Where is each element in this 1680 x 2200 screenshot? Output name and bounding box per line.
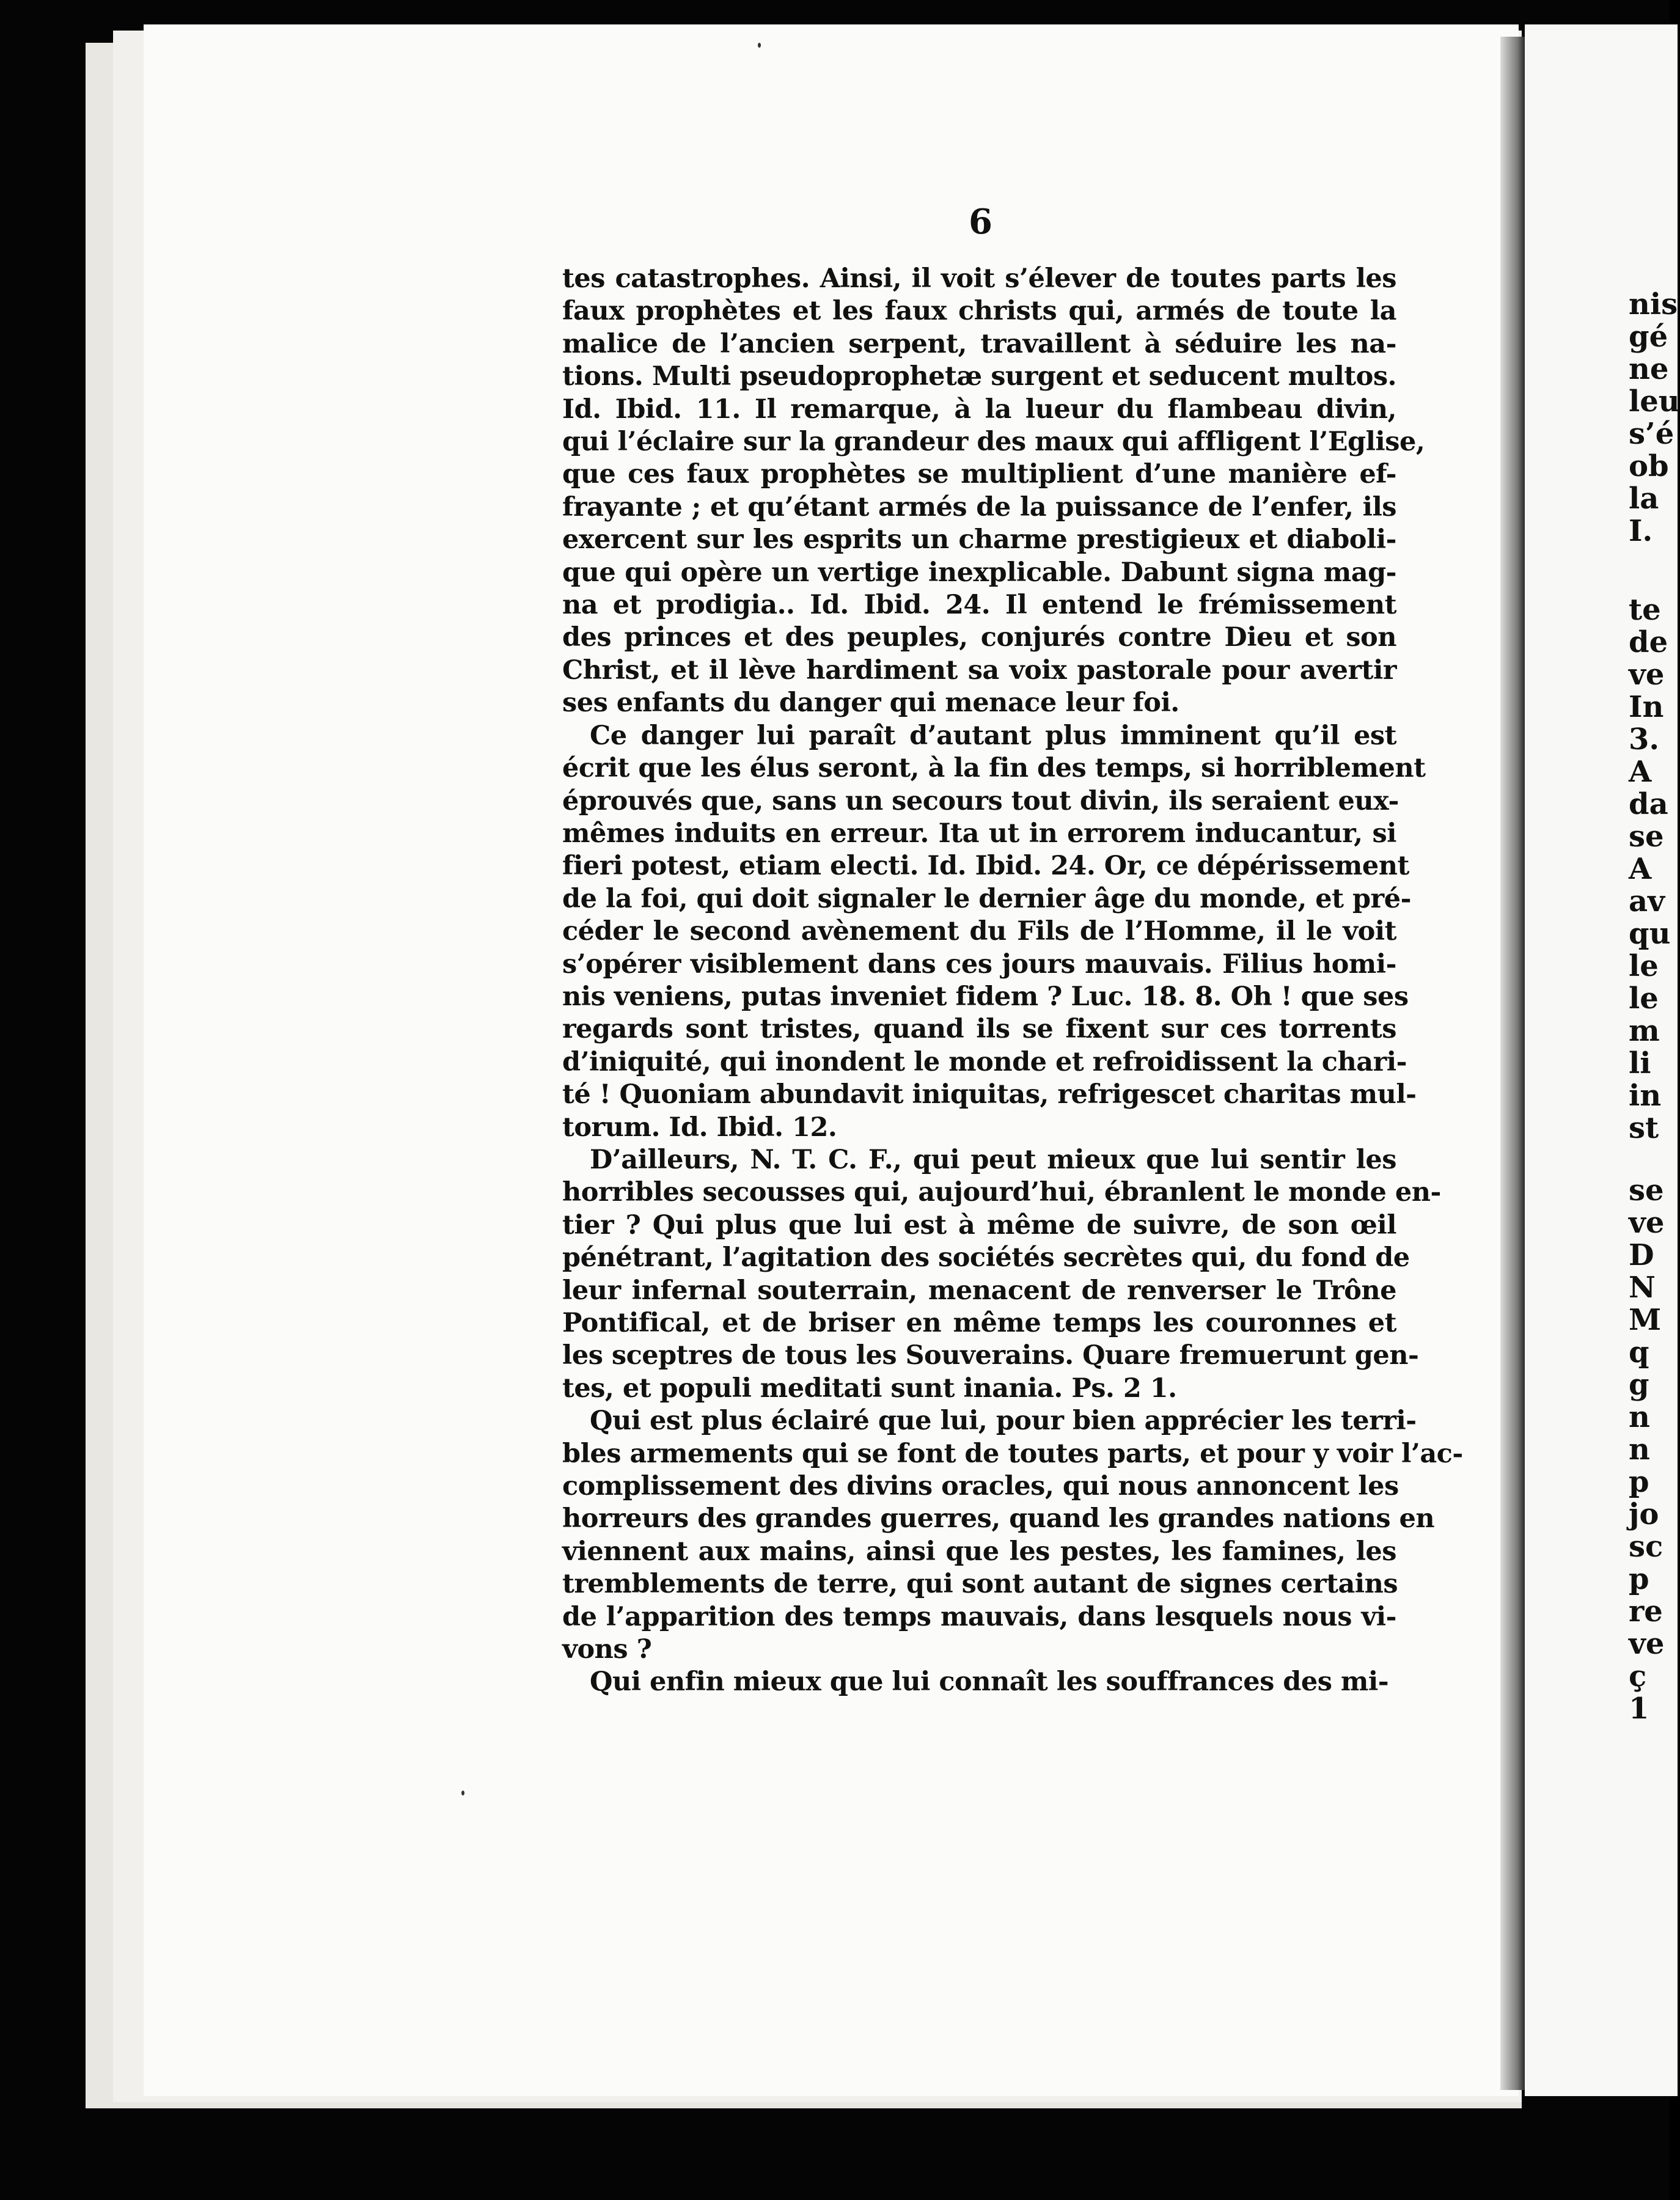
page-number: 6 (969, 202, 992, 242)
text-line: nis veniens, putas inveniet fidem ? Luc. 18. 8. Oh ! que ses (562, 981, 1409, 1012)
facing-page-fragment: D (1629, 1238, 1654, 1272)
paper-speck (461, 1791, 464, 1795)
text-line: horribles secousses qui, aujourd’hui, ébranlent le monde en- (562, 1177, 1441, 1208)
text-line: Christ, et il lève hardiment sa voix pastorale pour avertir (562, 654, 1396, 686)
text-line: horreurs des grandes guerres, quand les grandes nations en (562, 1503, 1435, 1535)
facing-page-fragment: da (1629, 787, 1668, 821)
text-line: écrit que les élus seront, à la fin des temps, si horriblement (562, 753, 1426, 784)
text-line: que qui opère un vertige inexplicable. Dabunt signa mag- (562, 557, 1396, 588)
text-line: mêmes induits en erreur. Ita ut in errorem inducantur, si (562, 818, 1396, 849)
facing-page-fragment: gé (1629, 320, 1668, 354)
facing-page-fragment: g (1629, 1368, 1649, 1402)
facing-page-fragment: le (1629, 981, 1659, 1016)
facing-page-fragment: q (1629, 1335, 1649, 1370)
facing-page-fragment: jo (1629, 1497, 1659, 1531)
facing-page-fragment: de (1629, 625, 1668, 659)
facing-page-fragment: nis (1629, 287, 1678, 321)
text-line: Id. Ibid. 11. Il remarque, à la lueur du flambeau divin, (562, 394, 1396, 425)
text-line: de la foi, qui doit signaler le dernier âge du monde, et pré- (562, 883, 1411, 914)
text-line: bles armements qui se font de toutes parts, et pour y voir l’ac- (562, 1438, 1463, 1469)
facing-page-fragment: n (1629, 1400, 1650, 1434)
facing-page-fragment: p (1629, 1562, 1649, 1596)
text-line: leur infernal souterrain, menacent de renverser le Trône (562, 1275, 1396, 1306)
text-line: céder le second avènement du Fils de l’Homme, il le voit (562, 916, 1396, 947)
text-line: fieri potest, etiam electi. Id. Ibid. 24. Or, ce dépérissement (562, 851, 1409, 882)
text-line: Qui est plus éclairé que lui, pour bien apprécier les terri- (590, 1406, 1417, 1437)
facing-page-fragment: n (1629, 1432, 1650, 1467)
text-line: malice de l’ancien serpent, travaillent à séduire les na- (562, 328, 1396, 359)
text-line: des princes et des peuples, conjurés contre Dieu et son (562, 622, 1396, 653)
text-line: regards sont tristes, quand ils se fixent sur ces torrents (562, 1014, 1396, 1045)
facing-page-fragment: la (1629, 482, 1659, 516)
text-line: frayante ; et qu’étant armés de la puissance de l’enfer, ils (562, 491, 1396, 522)
text-line: Ce danger lui paraît d’autant plus imminent qu’il est (590, 720, 1396, 751)
text-line: exercent sur les esprits un charme prestigieux et diaboli- (562, 524, 1396, 556)
text-line: tes, et populi meditati sunt inania. Ps. 2 1. (562, 1373, 1177, 1404)
facing-page-fragment: li (1629, 1046, 1651, 1080)
text-line: qui l’éclaire sur la grandeur des maux qui affligent l’Eglise, (562, 427, 1425, 458)
facing-page-fragment: m (1629, 1014, 1660, 1048)
facing-page-fragment: leu (1629, 384, 1680, 419)
facing-page-fragment: st (1629, 1111, 1659, 1145)
text-line: pénétrant, l’agitation des sociétés secrètes qui, du fond de (562, 1242, 1410, 1274)
facing-page-fragment: M (1629, 1303, 1662, 1337)
facing-page-fragment: ve (1629, 658, 1665, 692)
text-line: Qui enfin mieux que lui connaît les souffrances des mi- (590, 1667, 1389, 1698)
facing-page-fragment: se (1629, 820, 1664, 854)
facing-page-fragment: se (1629, 1173, 1664, 1208)
facing-page-fragment: 3. (1629, 722, 1660, 757)
text-line: na et prodigia.. Id. Ibid. 24. Il entend le frémissement (562, 590, 1396, 621)
text-line: torum. Id. Ibid. 12. (562, 1112, 837, 1143)
facing-page-fragment: ç (1629, 1659, 1647, 1693)
text-line: tremblements de terre, qui sont autant de signes certains (562, 1569, 1398, 1600)
text-line: ses enfants du danger qui menace leur foi. (562, 688, 1179, 719)
facing-page-fragment: sc (1629, 1530, 1663, 1564)
facing-page-fragment: ob (1629, 449, 1669, 483)
text-line: D’ailleurs, N. T. C. F., qui peut mieux que lui sentir les (590, 1144, 1396, 1175)
facing-page-fragment: in (1629, 1079, 1662, 1113)
facing-page-fragment: N (1629, 1270, 1656, 1305)
facing-page-fragment: I. (1629, 514, 1653, 548)
text-line: d’iniquité, qui inondent le monde et refroidissent la chari- (562, 1046, 1407, 1077)
facing-page-fragment: A (1629, 852, 1652, 886)
text-line: complissement des divins oracles, qui nous annoncent les (562, 1471, 1399, 1502)
text-line: éprouvés que, sans un secours tout divin, ils seraient eux- (562, 785, 1399, 816)
text-line: té ! Quoniam abundavit iniquitas, refrigescet charitas mul- (562, 1079, 1417, 1110)
text-line: faux prophètes et les faux christs qui, armés de toute la (562, 296, 1396, 327)
text-line: s’opérer visiblement dans ces jours mauvais. Filius homi- (562, 948, 1396, 980)
text-line: Pontifical, et de briser en même temps les couronnes et (562, 1308, 1396, 1338)
text-line: tes catastrophes. Ainsi, il voit s’élever de toutes parts les (562, 263, 1396, 294)
body-text (562, 263, 1463, 1699)
facing-page-fragment: ve (1629, 1206, 1665, 1240)
text-line: de l’apparition des temps mauvais, dans lesquels nous vi- (562, 1601, 1396, 1632)
facing-page-fragment: av (1629, 884, 1665, 919)
facing-page-fragment: A (1629, 755, 1652, 789)
text-line: que ces faux prophètes se multiplient d’une manière ef- (562, 459, 1396, 490)
text-line: vons ? (562, 1634, 652, 1665)
text-line: tions. Multi pseudoprophetæ surgent et seducent multos. (562, 361, 1396, 392)
facing-page-fragment: In (1629, 690, 1664, 724)
paper-speck (758, 43, 761, 48)
facing-page (1525, 24, 1678, 2096)
facing-page-fragment: ne (1629, 352, 1669, 386)
facing-page-fragment: p (1629, 1465, 1649, 1499)
text-line: les sceptres de tous les Souverains. Quare fremuerunt gen- (562, 1340, 1419, 1371)
text-line: tier ? Qui plus que lui est à même de suivre, de son œil (562, 1209, 1396, 1241)
facing-page-fragment: te (1629, 593, 1661, 627)
facing-page-fragment: ve (1629, 1627, 1665, 1661)
facing-page-fragment: le (1629, 949, 1659, 983)
facing-page-fragment: qu (1629, 917, 1671, 951)
facing-page-fragment: re (1629, 1594, 1663, 1629)
text-line: viennent aux mains, ainsi que les pestes, les famines, les (562, 1536, 1396, 1567)
book-gutter (1500, 37, 1525, 2090)
facing-page-fragment: 1 (1629, 1692, 1649, 1726)
facing-page-fragment: s’é (1629, 417, 1674, 451)
